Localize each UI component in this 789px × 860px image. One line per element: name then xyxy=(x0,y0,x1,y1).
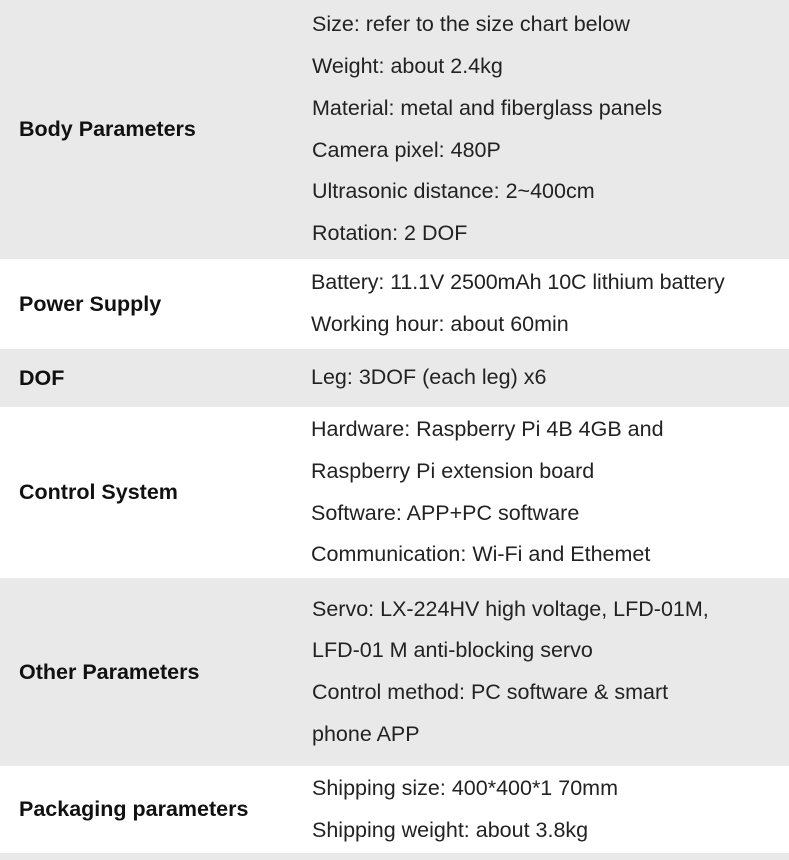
value-line: Raspberry Pi extension board xyxy=(311,458,595,483)
row-values xyxy=(311,407,664,578)
row-label: Other Parameters xyxy=(19,659,200,684)
value-line: Communication: Wi-Fi and Ethemet xyxy=(311,542,651,567)
spec-row-power-supply xyxy=(0,259,789,349)
value-line: Hardware: Raspberry Pi 4B 4GB and xyxy=(311,417,664,442)
spec-row-other-parameters xyxy=(0,578,789,766)
value-line: Shipping size: 400*400*1 70mm xyxy=(312,775,618,800)
value-line: Camera pixel: 480P xyxy=(312,137,501,162)
row-values xyxy=(312,0,662,259)
value-line: Battery: 11.1V 2500mAh 10C lithium battery xyxy=(311,270,725,295)
row-label: Packaging parameters xyxy=(19,797,249,821)
value-line: Servo: LX-224HV high voltage, LFD-01M, xyxy=(312,596,709,621)
row-values xyxy=(311,349,546,407)
row-label: Power Supply xyxy=(19,291,162,316)
value-line: Working hour: about 60min xyxy=(311,312,569,336)
table-bottom-strip xyxy=(0,853,789,860)
value-line: Size: refer to the size chart below xyxy=(312,12,630,37)
value-line: Control method: PC software & smart xyxy=(312,680,669,704)
row-label: Control System xyxy=(19,480,178,504)
value-line: Ultrasonic distance: 2~400cm xyxy=(312,179,595,204)
spec-row-packaging-parameters xyxy=(0,766,789,853)
row-values xyxy=(312,766,618,853)
value-line: Rotation: 2 DOF xyxy=(312,220,468,245)
value-line: Material: metal and fiberglass panels xyxy=(312,95,663,120)
value-line: phone APP xyxy=(312,721,420,746)
row-values xyxy=(311,259,725,349)
value-line: Shipping weight: about 3.8kg xyxy=(312,817,589,842)
spec-row-body-parameters xyxy=(0,0,789,259)
row-label: Body Parameters xyxy=(19,117,196,141)
spec-row-control-system xyxy=(0,407,789,578)
value-line: Weight: about 2.4kg xyxy=(312,54,503,79)
row-label: DOF xyxy=(19,365,65,390)
value-line: Leg: 3DOF (each leg) x6 xyxy=(311,365,547,390)
spec-row-dof xyxy=(0,349,789,407)
value-line: Software: APP+PC software xyxy=(311,500,580,525)
row-values xyxy=(312,578,709,766)
value-line: LFD-01 M anti-blocking servo xyxy=(312,638,593,663)
